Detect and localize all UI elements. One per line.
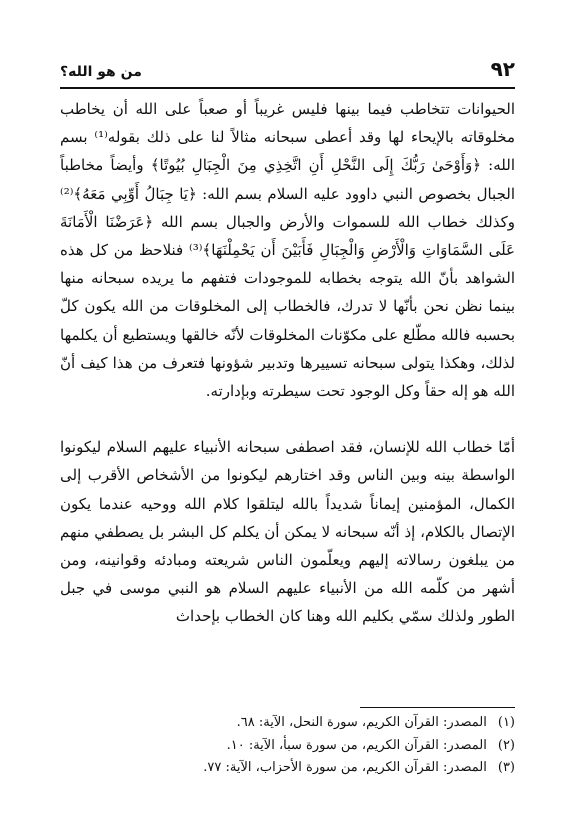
footnote-number: (١): [497, 715, 515, 730]
page-header: [60, 54, 515, 84]
footnote-text: المصدر: القرآن الكريم، سورة النحل، الآية: ٦٨.: [236, 715, 487, 730]
footnote-text: المصدر: القرآن الكريم، من سورة سبأ، الآية: ١٠.: [226, 737, 487, 753]
paragraph-1: الحيوانات تتخاطب فيما بينها فليس غريباً أو صعباً على الله أن يخاطب مخلوقاته بالإيحاء لها وقد أعطى سبحانه مثالاً لنا على ذلك بقوله⁽¹⁾ بسم الله: ﴿وَأَوْحَىٰ رَبُّكَ إِلَى النَّحْلِ أَنِ اتَّخِذِي مِنَ الْجِبَالِ بُيُوتًا﴾ وأيضاً مخاطباً الجبال بخصوص النبي داوود عليه السلام بسم الله: ﴿يَا جِبَالُ أَوِّبِي مَعَهُ﴾⁽²⁾ وكذلك خطاب الله للسموات والأرض والجبال بسم الله ﴿عَرَضْنَا الْأَمَانَةَ عَلَى السَّمَاوَاتِ وَالْأَرْضِ وَالْجِبَالِ فَأَبَيْنَ أَن يَحْمِلْنَهَا﴾⁽³⁾ فنلاحظ من كل هذه الشواهد بأنّ الله يتوجه بخطابه للموجودات فتفهم ما يريده سبحانه منها بينما نظن نحن بأنّها لا تدرك، فالخطاب إلى المخلوقات من الله يكون كلّ بحسبه فالله مطّلع على مكوّنات المخلوقات لأنّه خالقها ويستطيع أن يكلمها لذلك، وهكذا يتولى سبحانه تسييرها وتدبير شؤونها فتعرف من هذا كيف أنّ الله هو إله حقاً وكل الوجود تحت سيطرته وبإدارته.: [60, 100, 516, 401]
page-number: ٩٢: [490, 57, 515, 81]
footnote-3: [60, 757, 515, 780]
main-text: [60, 95, 515, 631]
paragraph-2: أمّا خطاب الله للإنسان، فقد اصطفى سبحانه الأنبياء عليهم السلام ليكونوا الواسطة بينه وبين الناس وقد اختارهم ليكونوا من الأشخاص الأقرب إلى الكمال، المؤمنين إيماناً شديداً بالله ليتلقوا كلام الله ووحيه عندما يكون الإتصال بالكلام، إذ أنّه سبحانه لا يمكن أن يكلم كل البشر بل يصطفي منهم من يبلغون رسالاته إليهم ويعلّمون الناس شريعته ومبادئه وقوانينه، ومن أشهر من كلّمه الله من الأنبياء عليهم السلام هو النبي موسى في جبل الطور ولذلك سمّي بكليم الله وهنا كان الخطاب بإحداث: [60, 438, 515, 626]
footnotes: [60, 712, 515, 780]
footnote-divider: [360, 707, 515, 708]
header-divider: [60, 87, 515, 89]
footnote-text: المصدر: القرآن الكريم، من سورة الأحزاب، الآية: ٧٧.: [203, 760, 487, 775]
footnote-number: (٢): [497, 737, 515, 753]
running-title: من هو الله؟: [60, 64, 142, 80]
footnote-1: [60, 712, 515, 735]
footnote-2: [60, 735, 515, 758]
footnote-number: (٣): [497, 760, 515, 775]
